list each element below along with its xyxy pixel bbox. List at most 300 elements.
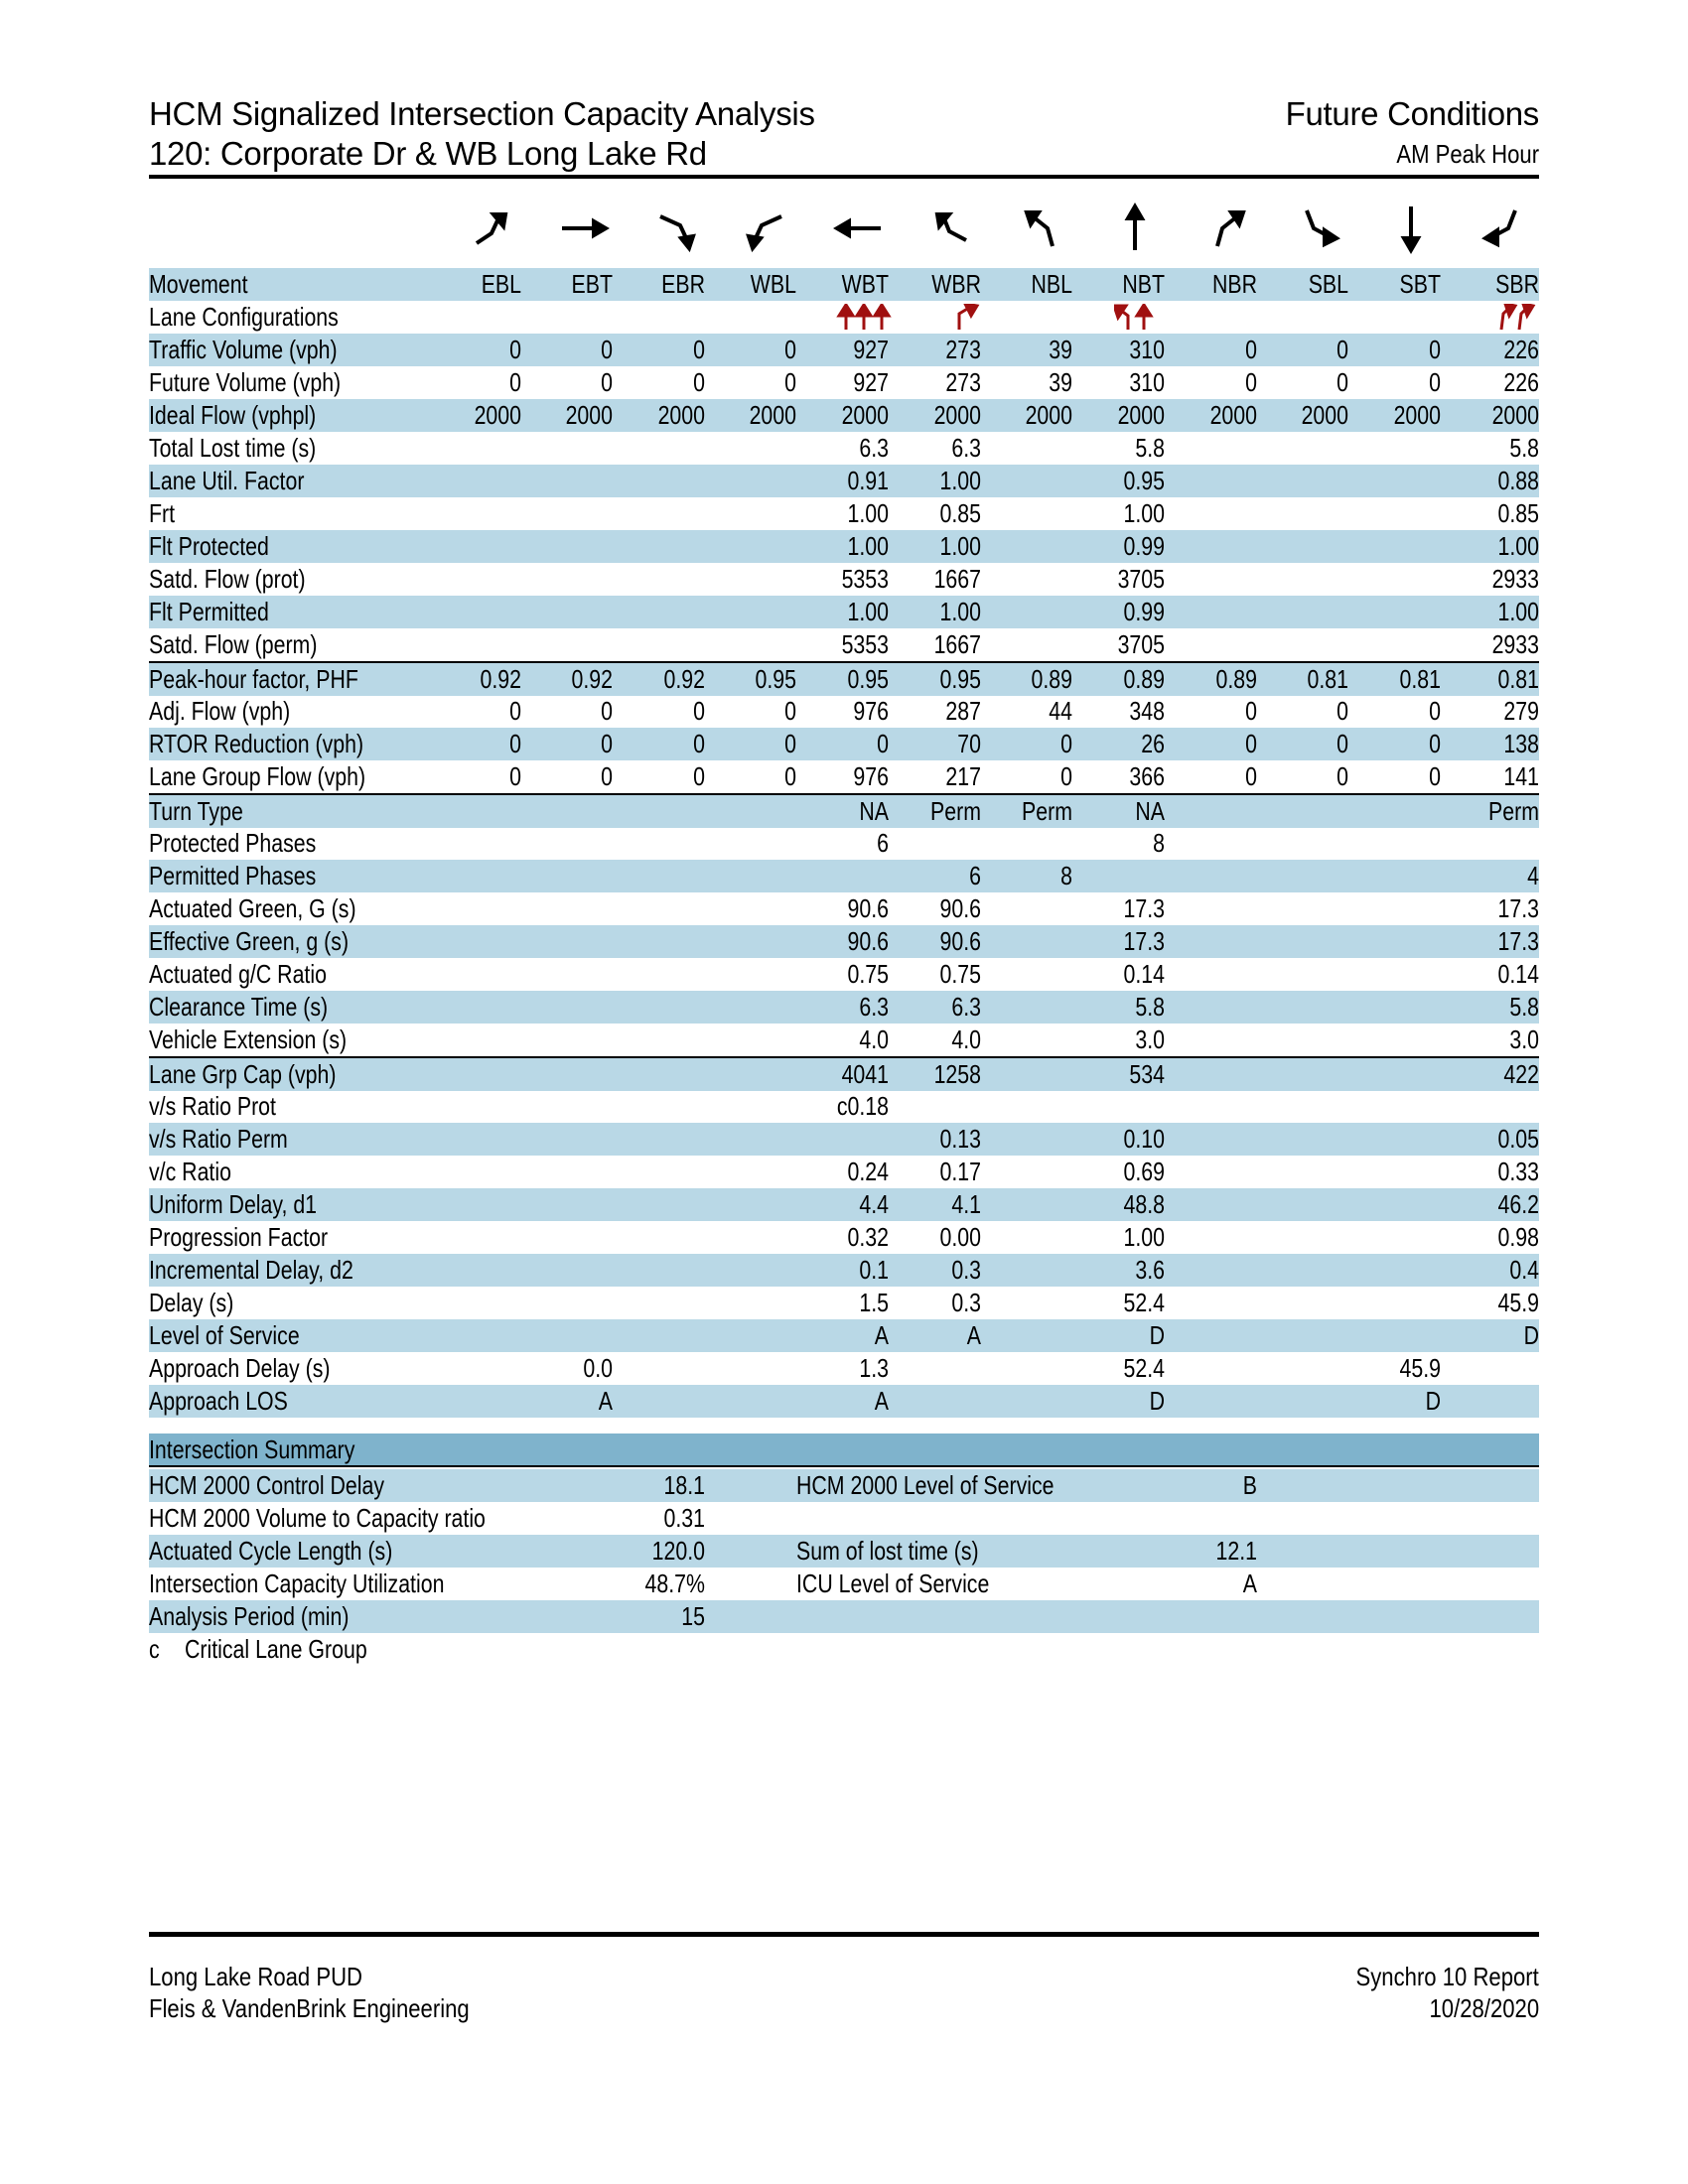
cell-wbt: 927 bbox=[853, 335, 889, 364]
capacity-table bbox=[149, 268, 1539, 1698]
row-label: Incremental Delay, d2 bbox=[149, 1255, 353, 1285]
cell-nbt: 0.89 bbox=[1123, 664, 1165, 694]
cell-wbt: 6.3 bbox=[859, 433, 889, 463]
cell-sbr: 1.00 bbox=[1497, 597, 1539, 626]
cell-wbl: 2000 bbox=[749, 400, 796, 430]
cell-sbt: 0.81 bbox=[1399, 664, 1441, 694]
table-row bbox=[149, 1156, 1539, 1188]
cell-sbl: 0 bbox=[1336, 335, 1348, 364]
cell-wbt: c0.18 bbox=[836, 1091, 889, 1121]
cell-wbt: 1.00 bbox=[847, 498, 889, 528]
sbl-arrow-icon bbox=[1307, 210, 1336, 244]
cell-wbr: A bbox=[966, 1320, 981, 1350]
summary-value-2: 12.1 bbox=[1215, 1536, 1257, 1566]
summary-label-2: HCM 2000 Level of Service bbox=[796, 1470, 1055, 1500]
cell-wbr: 6.3 bbox=[951, 433, 981, 463]
table-row bbox=[149, 958, 1539, 991]
cell-wbr: 0.85 bbox=[939, 498, 981, 528]
cell-sbl: 0.81 bbox=[1307, 664, 1348, 694]
ebr-arrow-icon bbox=[660, 216, 693, 248]
row-label: Actuated g/C Ratio bbox=[149, 959, 327, 989]
cell-wbt: 976 bbox=[853, 761, 889, 791]
cell-ebt: 0 bbox=[601, 367, 613, 397]
cell-wbr: 4.1 bbox=[951, 1189, 981, 1219]
row-label: Traffic Volume (vph) bbox=[149, 335, 338, 364]
row-label: Satd. Flow (prot) bbox=[149, 564, 306, 594]
cell-nbt: 0.99 bbox=[1123, 531, 1165, 561]
lane-config-label: Lane Configurations bbox=[149, 302, 339, 332]
sbr-dual-right-icon bbox=[1495, 304, 1539, 332]
cell-ebl: 0 bbox=[509, 696, 521, 726]
summary-row bbox=[149, 1568, 1539, 1600]
cell-ebt: 0 bbox=[601, 729, 613, 758]
summary-label-2: ICU Level of Service bbox=[796, 1569, 990, 1598]
cell-nbr: 0 bbox=[1245, 729, 1257, 758]
nbt-left-thru-icon bbox=[1114, 304, 1164, 332]
cell-wbr: 0.75 bbox=[939, 959, 981, 989]
footer-firm: Fleis & VandenBrink Engineering bbox=[149, 1993, 470, 2023]
table-row bbox=[149, 465, 1539, 497]
cell-ebt: 0 bbox=[601, 761, 613, 791]
row-label: Ideal Flow (vphpl) bbox=[149, 400, 317, 430]
row-label: Peak-hour factor, PHF bbox=[149, 664, 358, 694]
cell-wbr: 0.13 bbox=[939, 1124, 981, 1154]
summary-value: 15 bbox=[681, 1601, 705, 1631]
row-label: Lane Util. Factor bbox=[149, 466, 305, 495]
cell-nbt: 1.00 bbox=[1123, 498, 1165, 528]
cell-wbr: 0.3 bbox=[951, 1288, 981, 1317]
movement-header-wbl: WBL bbox=[750, 269, 796, 299]
movement-header-wbr: WBR bbox=[931, 269, 981, 299]
cell-sbr: Perm bbox=[1488, 796, 1539, 826]
cell-wbt: NA bbox=[859, 796, 889, 826]
table-row bbox=[149, 563, 1539, 596]
table-row bbox=[149, 892, 1539, 925]
cell-wbt: 0.91 bbox=[847, 466, 889, 495]
cell-nbt: 26 bbox=[1141, 729, 1165, 758]
cell-wbr: 0.00 bbox=[939, 1222, 981, 1252]
cell-nbt: 48.8 bbox=[1123, 1189, 1165, 1219]
wbr-right-icon bbox=[951, 304, 981, 332]
summary-label-2: Sum of lost time (s) bbox=[796, 1536, 979, 1566]
cell-nbr: 0.89 bbox=[1215, 664, 1257, 694]
cell-wbt: 1.5 bbox=[859, 1288, 889, 1317]
cell-wbt: 927 bbox=[853, 367, 889, 397]
cell-nbt: 3705 bbox=[1117, 629, 1165, 659]
row-label: Permitted Phases bbox=[149, 861, 317, 890]
row-label: Vehicle Extension (s) bbox=[149, 1024, 348, 1054]
cell-sbl: 0 bbox=[1336, 729, 1348, 758]
movement-header-ebl: EBL bbox=[481, 269, 521, 299]
cell-nbt: 0.69 bbox=[1123, 1157, 1165, 1186]
table-row bbox=[149, 1287, 1539, 1319]
movement-header-nbt: NBT bbox=[1122, 269, 1165, 299]
table-row bbox=[149, 1385, 1539, 1418]
cell-ebt: 2000 bbox=[565, 400, 613, 430]
cell-nbt: 17.3 bbox=[1123, 893, 1165, 923]
cell-sbr: 0.88 bbox=[1497, 466, 1539, 495]
cell-nbt: 310 bbox=[1129, 367, 1165, 397]
cell-nbt: 2000 bbox=[1117, 400, 1165, 430]
row-label: Delay (s) bbox=[149, 1288, 234, 1317]
critical-note bbox=[149, 1633, 1539, 1666]
report-title: HCM Signalized Intersection Capacity Analysis bbox=[149, 95, 815, 132]
cell-ebt: A bbox=[598, 1386, 613, 1416]
summary-label: Actuated Cycle Length (s) bbox=[149, 1536, 393, 1566]
summary-label: HCM 2000 Control Delay bbox=[149, 1470, 384, 1500]
table-row bbox=[149, 1090, 1539, 1123]
row-label: Frt bbox=[149, 498, 176, 528]
cell-nbl: 0 bbox=[1060, 729, 1072, 758]
cell-nbl: 44 bbox=[1049, 696, 1072, 726]
cell-sbr: 2000 bbox=[1491, 400, 1539, 430]
cell-wbt: 976 bbox=[853, 696, 889, 726]
movement-header-ebr: EBR bbox=[661, 269, 705, 299]
cell-nbt: 0.95 bbox=[1123, 466, 1165, 495]
table-row bbox=[149, 1254, 1539, 1287]
cell-ebt: 0.0 bbox=[583, 1353, 613, 1383]
row-label: Effective Green, g (s) bbox=[149, 926, 350, 956]
cell-wbr: 0.95 bbox=[939, 664, 981, 694]
cell-nbt: 0.99 bbox=[1123, 597, 1165, 626]
cell-sbr: 422 bbox=[1503, 1059, 1539, 1089]
cell-sbr: 17.3 bbox=[1497, 893, 1539, 923]
row-label: Actuated Green, G (s) bbox=[149, 893, 356, 923]
cell-sbl: 2000 bbox=[1301, 400, 1348, 430]
cell-nbr: 2000 bbox=[1209, 400, 1257, 430]
cell-nbl: 39 bbox=[1049, 335, 1072, 364]
table-row bbox=[149, 760, 1539, 793]
cell-sbr: 17.3 bbox=[1497, 926, 1539, 956]
cell-nbt: 5.8 bbox=[1135, 433, 1165, 463]
cell-nbr: 0 bbox=[1245, 696, 1257, 726]
cell-sbr: 46.2 bbox=[1497, 1189, 1539, 1219]
cell-nbt: 310 bbox=[1129, 335, 1165, 364]
movement-header-label: Movement bbox=[149, 269, 248, 299]
table-row bbox=[149, 793, 1539, 828]
cell-wbt: 1.00 bbox=[847, 531, 889, 561]
cell-sbr: 3.0 bbox=[1509, 1024, 1539, 1054]
summary-value: 18.1 bbox=[663, 1470, 705, 1500]
cell-sbr: 5.8 bbox=[1509, 433, 1539, 463]
cell-nbt: D bbox=[1149, 1386, 1165, 1416]
cell-ebr: 0 bbox=[693, 729, 705, 758]
cell-sbr: 138 bbox=[1503, 729, 1539, 758]
cell-wbr: 287 bbox=[945, 696, 981, 726]
cell-wbl: 0.95 bbox=[755, 664, 796, 694]
cell-wbr: 4.0 bbox=[951, 1024, 981, 1054]
cell-wbt: 4.0 bbox=[859, 1024, 889, 1054]
cell-sbr: 1.00 bbox=[1497, 531, 1539, 561]
nbt-arrow-icon bbox=[1128, 206, 1142, 250]
cell-nbt: 3.6 bbox=[1135, 1255, 1165, 1285]
cell-sbt: 0 bbox=[1429, 729, 1441, 758]
footer-rule bbox=[149, 1932, 1539, 1937]
cell-sbr: 0.14 bbox=[1497, 959, 1539, 989]
table-row bbox=[149, 628, 1539, 661]
table-row bbox=[149, 1188, 1539, 1221]
cell-wbr: 2000 bbox=[933, 400, 981, 430]
table-row bbox=[149, 334, 1539, 366]
cell-nbt: 366 bbox=[1129, 761, 1165, 791]
cell-wbt: 0.32 bbox=[847, 1222, 889, 1252]
cell-nbr: 0 bbox=[1245, 367, 1257, 397]
cell-wbt: 0.24 bbox=[847, 1157, 889, 1186]
lane-config-row bbox=[149, 301, 1539, 334]
cell-ebr: 2000 bbox=[657, 400, 705, 430]
table-row bbox=[149, 1352, 1539, 1385]
cell-nbt: 534 bbox=[1129, 1059, 1165, 1089]
table-row bbox=[149, 1123, 1539, 1156]
nbr-arrow-icon bbox=[1217, 212, 1243, 246]
table-row bbox=[149, 1056, 1539, 1091]
movement-header-wbt: WBT bbox=[841, 269, 889, 299]
wbt-arrow-icon bbox=[837, 221, 881, 235]
table-row bbox=[149, 366, 1539, 399]
cell-wbr: 0.3 bbox=[951, 1255, 981, 1285]
cell-sbt: 45.9 bbox=[1399, 1353, 1441, 1383]
cell-sbt: 2000 bbox=[1393, 400, 1441, 430]
cell-nbl: 0.89 bbox=[1031, 664, 1072, 694]
footer-date: 10/28/2020 bbox=[1429, 1993, 1539, 2023]
movement-arrows bbox=[149, 189, 1539, 268]
cell-wbt: 6.3 bbox=[859, 992, 889, 1022]
cell-nbr: 0 bbox=[1245, 761, 1257, 791]
cell-nbt: 1.00 bbox=[1123, 1222, 1165, 1252]
cell-nbl: 0 bbox=[1060, 761, 1072, 791]
cell-ebl: 0.92 bbox=[480, 664, 521, 694]
cell-nbt: 0.14 bbox=[1123, 959, 1165, 989]
cell-nbt: NA bbox=[1135, 796, 1165, 826]
cell-sbr: 45.9 bbox=[1497, 1288, 1539, 1317]
summary-row bbox=[149, 1600, 1539, 1633]
summary-heading: Intersection Summary bbox=[149, 1434, 355, 1464]
row-label: Total Lost time (s) bbox=[149, 433, 317, 463]
cell-sbr: 0.05 bbox=[1497, 1124, 1539, 1154]
cell-ebt: 0 bbox=[601, 335, 613, 364]
row-label: Flt Permitted bbox=[149, 597, 269, 626]
ebt-arrow-icon bbox=[562, 221, 606, 235]
cell-sbr: 2933 bbox=[1491, 629, 1539, 659]
cell-wbr: 273 bbox=[945, 335, 981, 364]
table-row bbox=[149, 827, 1539, 860]
cell-nbl: 8 bbox=[1060, 861, 1072, 890]
row-label: Lane Grp Cap (vph) bbox=[149, 1059, 337, 1089]
cell-ebt: 0 bbox=[601, 696, 613, 726]
cell-wbt: A bbox=[874, 1386, 889, 1416]
row-label: RTOR Reduction (vph) bbox=[149, 729, 364, 758]
movement-header-sbr: SBR bbox=[1495, 269, 1539, 299]
cell-nbt: 3705 bbox=[1117, 564, 1165, 594]
cell-ebr: 0 bbox=[693, 696, 705, 726]
cell-sbr: 4 bbox=[1527, 861, 1539, 890]
cell-nbr: 0 bbox=[1245, 335, 1257, 364]
cell-nbt: 3.0 bbox=[1135, 1024, 1165, 1054]
cell-wbr: 1.00 bbox=[939, 531, 981, 561]
summary-value: 48.7% bbox=[644, 1569, 705, 1598]
row-label: Turn Type bbox=[149, 796, 243, 826]
movement-header-sbt: SBT bbox=[1399, 269, 1441, 299]
row-label: Clearance Time (s) bbox=[149, 992, 329, 1022]
table-row bbox=[149, 860, 1539, 892]
period-label: AM Peak Hour bbox=[1396, 139, 1539, 169]
summary-row bbox=[149, 1535, 1539, 1568]
sbt-arrow-icon bbox=[1404, 206, 1418, 250]
cell-nbt: 8 bbox=[1153, 828, 1165, 858]
cell-wbr: 273 bbox=[945, 367, 981, 397]
footer-project: Long Lake Road PUD bbox=[149, 1962, 363, 1991]
movement-header-sbl: SBL bbox=[1308, 269, 1348, 299]
header-rule bbox=[149, 175, 1539, 179]
cell-wbl: 0 bbox=[784, 367, 796, 397]
cell-wbt: 1.3 bbox=[859, 1353, 889, 1383]
cell-ebl: 0 bbox=[509, 367, 521, 397]
cell-sbr: 0.33 bbox=[1497, 1157, 1539, 1186]
table-row bbox=[149, 1221, 1539, 1254]
row-label: Future Volume (vph) bbox=[149, 367, 342, 397]
table-row bbox=[149, 1024, 1539, 1056]
cell-wbr: 90.6 bbox=[939, 926, 981, 956]
summary-heading-bar bbox=[149, 1433, 1539, 1467]
cell-wbr: 70 bbox=[957, 729, 981, 758]
movement-header-ebt: EBT bbox=[571, 269, 613, 299]
summary-row bbox=[149, 1469, 1539, 1502]
cell-sbl: 0 bbox=[1336, 367, 1348, 397]
cell-sbt: 0 bbox=[1429, 335, 1441, 364]
cell-wbt: 6 bbox=[877, 828, 889, 858]
cell-wbr: 1.00 bbox=[939, 597, 981, 626]
row-label: Approach LOS bbox=[149, 1386, 288, 1416]
wbl-arrow-icon bbox=[749, 216, 781, 248]
row-label: Adj. Flow (vph) bbox=[149, 696, 291, 726]
cell-sbt: 0 bbox=[1429, 761, 1441, 791]
cell-sbr: 0.4 bbox=[1509, 1255, 1539, 1285]
cell-nbt: 52.4 bbox=[1123, 1353, 1165, 1383]
summary-label: Analysis Period (min) bbox=[149, 1601, 350, 1631]
cell-nbt: 17.3 bbox=[1123, 926, 1165, 956]
cell-wbr: 217 bbox=[945, 761, 981, 791]
critical-note-text: Critical Lane Group bbox=[185, 1634, 367, 1664]
cell-sbl: 0 bbox=[1336, 761, 1348, 791]
summary-label: Intersection Capacity Utilization bbox=[149, 1569, 445, 1598]
cell-nbt: 5.8 bbox=[1135, 992, 1165, 1022]
footer-report: Synchro 10 Report bbox=[1355, 1962, 1539, 1991]
cell-wbt: 0 bbox=[877, 729, 889, 758]
ebl-arrow-icon bbox=[477, 214, 505, 243]
sbr-arrow-icon bbox=[1485, 210, 1515, 244]
cell-wbt: 5353 bbox=[841, 629, 889, 659]
cell-wbt: 90.6 bbox=[847, 926, 889, 956]
cell-sbr: 2933 bbox=[1491, 564, 1539, 594]
cell-ebr: 0 bbox=[693, 761, 705, 791]
cell-sbr: 279 bbox=[1503, 696, 1539, 726]
cell-ebl: 0 bbox=[509, 729, 521, 758]
summary-value-2: B bbox=[1242, 1470, 1257, 1500]
cell-sbr: 5.8 bbox=[1509, 992, 1539, 1022]
row-label: Lane Group Flow (vph) bbox=[149, 761, 366, 791]
cell-wbt: 4041 bbox=[841, 1059, 889, 1089]
cell-wbt: 0.95 bbox=[847, 664, 889, 694]
cell-nbt: 52.4 bbox=[1123, 1288, 1165, 1317]
scenario-label: Future Conditions bbox=[1285, 95, 1539, 132]
cell-ebr: 0 bbox=[693, 335, 705, 364]
table-row bbox=[149, 695, 1539, 728]
cell-wbr: 1667 bbox=[933, 564, 981, 594]
table-row bbox=[149, 925, 1539, 958]
cell-ebr: 0 bbox=[693, 367, 705, 397]
cell-wbt: 5353 bbox=[841, 564, 889, 594]
table-row bbox=[149, 728, 1539, 760]
cell-wbl: 0 bbox=[784, 761, 796, 791]
cell-sbt: 0 bbox=[1429, 696, 1441, 726]
row-label: Progression Factor bbox=[149, 1222, 329, 1252]
cell-sbl: 0 bbox=[1336, 696, 1348, 726]
cell-sbr: 141 bbox=[1503, 761, 1539, 791]
cell-wbr: 6 bbox=[969, 861, 981, 890]
cell-wbt: 90.6 bbox=[847, 893, 889, 923]
cell-wbt: 2000 bbox=[841, 400, 889, 430]
intersection-name: 120: Corporate Dr & WB Long Lake Rd bbox=[149, 135, 707, 172]
table-row bbox=[149, 991, 1539, 1024]
cell-wbt: 0.1 bbox=[859, 1255, 889, 1285]
cell-wbl: 0 bbox=[784, 729, 796, 758]
cell-wbt: 1.00 bbox=[847, 597, 889, 626]
summary-value: 120.0 bbox=[651, 1536, 705, 1566]
cell-sbr: D bbox=[1523, 1320, 1539, 1350]
row-label: Protected Phases bbox=[149, 828, 317, 858]
row-label: v/c Ratio bbox=[149, 1157, 231, 1186]
cell-ebl: 2000 bbox=[474, 400, 521, 430]
cell-wbr: 1258 bbox=[933, 1059, 981, 1089]
cell-wbr: 1.00 bbox=[939, 466, 981, 495]
summary-value: 0.31 bbox=[663, 1503, 705, 1533]
cell-wbr: 6.3 bbox=[951, 992, 981, 1022]
wbt-three-thru-icon bbox=[836, 304, 906, 332]
cell-sbt: 0 bbox=[1429, 367, 1441, 397]
table-row bbox=[149, 399, 1539, 432]
cell-ebl: 0 bbox=[509, 335, 521, 364]
movement-header-row bbox=[149, 268, 1539, 301]
cell-sbr: 0.85 bbox=[1497, 498, 1539, 528]
cell-wbt: A bbox=[874, 1320, 889, 1350]
cell-sbr: 226 bbox=[1503, 367, 1539, 397]
table-row bbox=[149, 596, 1539, 628]
movement-header-nbr: NBR bbox=[1211, 269, 1257, 299]
cell-nbl: Perm bbox=[1022, 796, 1072, 826]
cell-wbl: 0 bbox=[784, 696, 796, 726]
table-row bbox=[149, 1319, 1539, 1352]
cell-ebr: 0.92 bbox=[663, 664, 705, 694]
cell-wbr: 90.6 bbox=[939, 893, 981, 923]
row-label: Uniform Delay, d1 bbox=[149, 1189, 318, 1219]
cell-nbt: D bbox=[1149, 1320, 1165, 1350]
cell-sbt: D bbox=[1425, 1386, 1441, 1416]
row-label: Approach Delay (s) bbox=[149, 1353, 331, 1383]
cell-wbt: 4.4 bbox=[859, 1189, 889, 1219]
cell-wbt: 0.75 bbox=[847, 959, 889, 989]
row-label: Satd. Flow (perm) bbox=[149, 629, 318, 659]
row-label: Level of Service bbox=[149, 1320, 300, 1350]
cell-nbl: 39 bbox=[1049, 367, 1072, 397]
cell-ebl: 0 bbox=[509, 761, 521, 791]
cell-wbr: 0.17 bbox=[939, 1157, 981, 1186]
summary-row bbox=[149, 1502, 1539, 1535]
row-label: Flt Protected bbox=[149, 531, 269, 561]
movement-header-nbl: NBL bbox=[1031, 269, 1072, 299]
nbl-arrow-icon bbox=[1027, 212, 1053, 246]
cell-wbr: Perm bbox=[930, 796, 981, 826]
table-row bbox=[149, 432, 1539, 465]
